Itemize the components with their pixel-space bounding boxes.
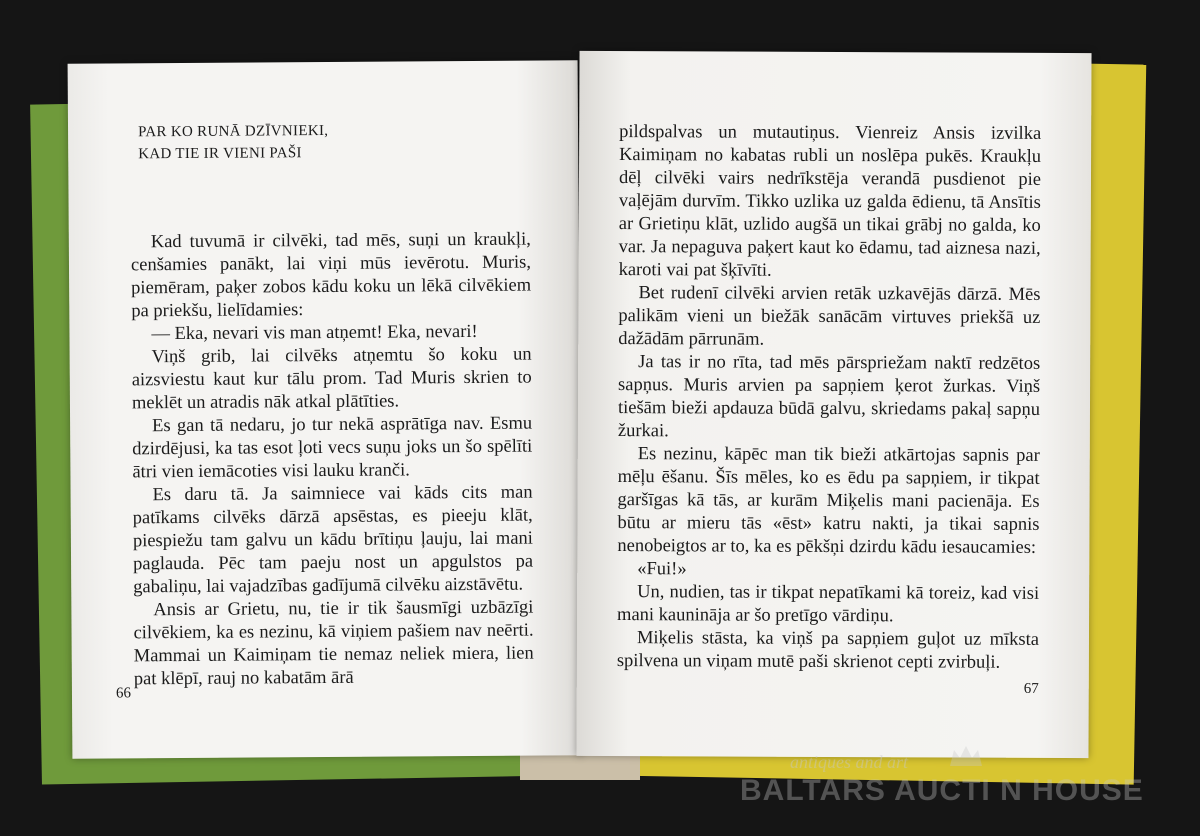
auction-watermark [740,752,1160,812]
watermark-brand: BALTARS AUCTI N HOUSE [740,774,1144,807]
heading-line-1: PAR KO RUNĀ DZĪVNIEKI, [138,122,329,141]
paragraph: pildspalvas un mutautiņus. Vienreiz Ansis izvilka Kaimiņam no kabatas rubli un noslēpa pukēs. Kraukļu dēļ cilvēki vairs nedrīkstēja verandā pusdienot pie vaļējām durvīm. Tikko uzlika uz galda ēdienu, tā Ansītis ar Grietiņu klāt, uzlido augšā un tikai grābj no galda, ko var. Ja nepaguva paķert kaut ko ēdamu, tad aiznesa nazi, karoti vai pat šķīvīti. [618,122,1042,281]
paragraph: Viņš grib, lai cilvēks atņemtu šo koku un aizsviestu kaut kur tālu prom. Tad Muris skrien to meklēt un atradis nāk atkal plātīties. [131,344,532,414]
left-page [68,60,583,759]
paragraph: — Eka, nevari vis man atņemt! Eka, nevari! [151,321,478,345]
watermark-tagline: antiques and art [790,752,909,772]
paragraph: Es daru tā. Ja saimniece vai kāds cits man patīkams cilvēks dārzā apsēstas, es pieeju klāt, piespiežu tam galvu un kādu brītiņu ļauju, lai mani paglauda. Pēc tam paeju nost un apgulstos pa gabaliņu, lai vajadzības gadījumā cilvēku aizstāvētu. [132,482,534,598]
paragraph: Kad tuvumā ir cilvēki, tad mēs, suņi un kraukļi, cenšamies panākt, lai viņi mūs ievērotu. Muris, piemēram, paķer zobos kādu koku un lēkā cilvēkiem pa priekšu, lielīdamies: [130,229,532,322]
paragraph: Ansis ar Grietu, nu, tie ir tik šausmīgi uzbāzīgi cilvēkiem, ka es nezinu, kā viņiem pašiem nav neērti. Mammai un Kaimiņam tie nemaz neliek miera, lien pat klēpī, rauj no kabatām ārā [133,597,534,690]
paragraph: Bet rudenī cilvēki arvien retāk uzkavējās dārzā. Mēs palikām vieni un biežāk sanācām virtuves priekšā uz dažādām pārrunām. [618,283,1041,350]
paragraph: Un, nudien, tas ir tikpat nepatīkami kā toreiz, kad visi mani kaunināja ar šo pretīgo vārdiņu. [617,582,1040,627]
crown-icon [948,742,984,768]
paragraph: Es gan tā nedaru, jo tur nekā asprātīga nav. Esmu dzirdējusi, ka tas esot ļoti vecs suņu joks un šo spēlīti ātri vien iemācoties visi lauku kranči. [132,413,533,483]
paragraph: «Fui!» [637,559,687,580]
paragraph: Miķelis stāsta, ka viņš pa sapņiem guļot uz mīksta spilvena un viņam mutē paši skrienot cepti zvirbuļi. [616,628,1040,673]
book-spine [520,755,640,780]
chapter-heading [138,120,329,165]
right-page [576,51,1091,758]
paragraph: Es nezinu, kāpēc man tik bieži atkārtojas sapnis par mēļu ēšanu. Šīs mēles, ko es ēdu pa sapņiem, ir tikpat garšīgas kā tās, ar kurām Miķelis mani pacienāja. Es būtu ar mieru tās «ēst» katru nakti, ja tikai sapnis nenobeigtos ar to, ka es pēkšņi dzirdu kādu iesaucamies: [617,444,1040,558]
right-page-text [617,121,1041,675]
heading-line-2: KAD TIE IR VIENI PAŠI [138,145,302,163]
paragraph: Ja tas ir no rīta, tad mēs pārspriežam naktī redzētos sapņus. Muris arvien pa sapņiem ķerot žurkas. Viņš tiešām bieži apdauza būdā galvu, skriedams pakaļ sapņu žurkai. [617,352,1041,442]
left-page-text [131,229,534,692]
page-number-right: 67 [1023,680,1039,697]
page-number-left: 66 [115,685,132,702]
